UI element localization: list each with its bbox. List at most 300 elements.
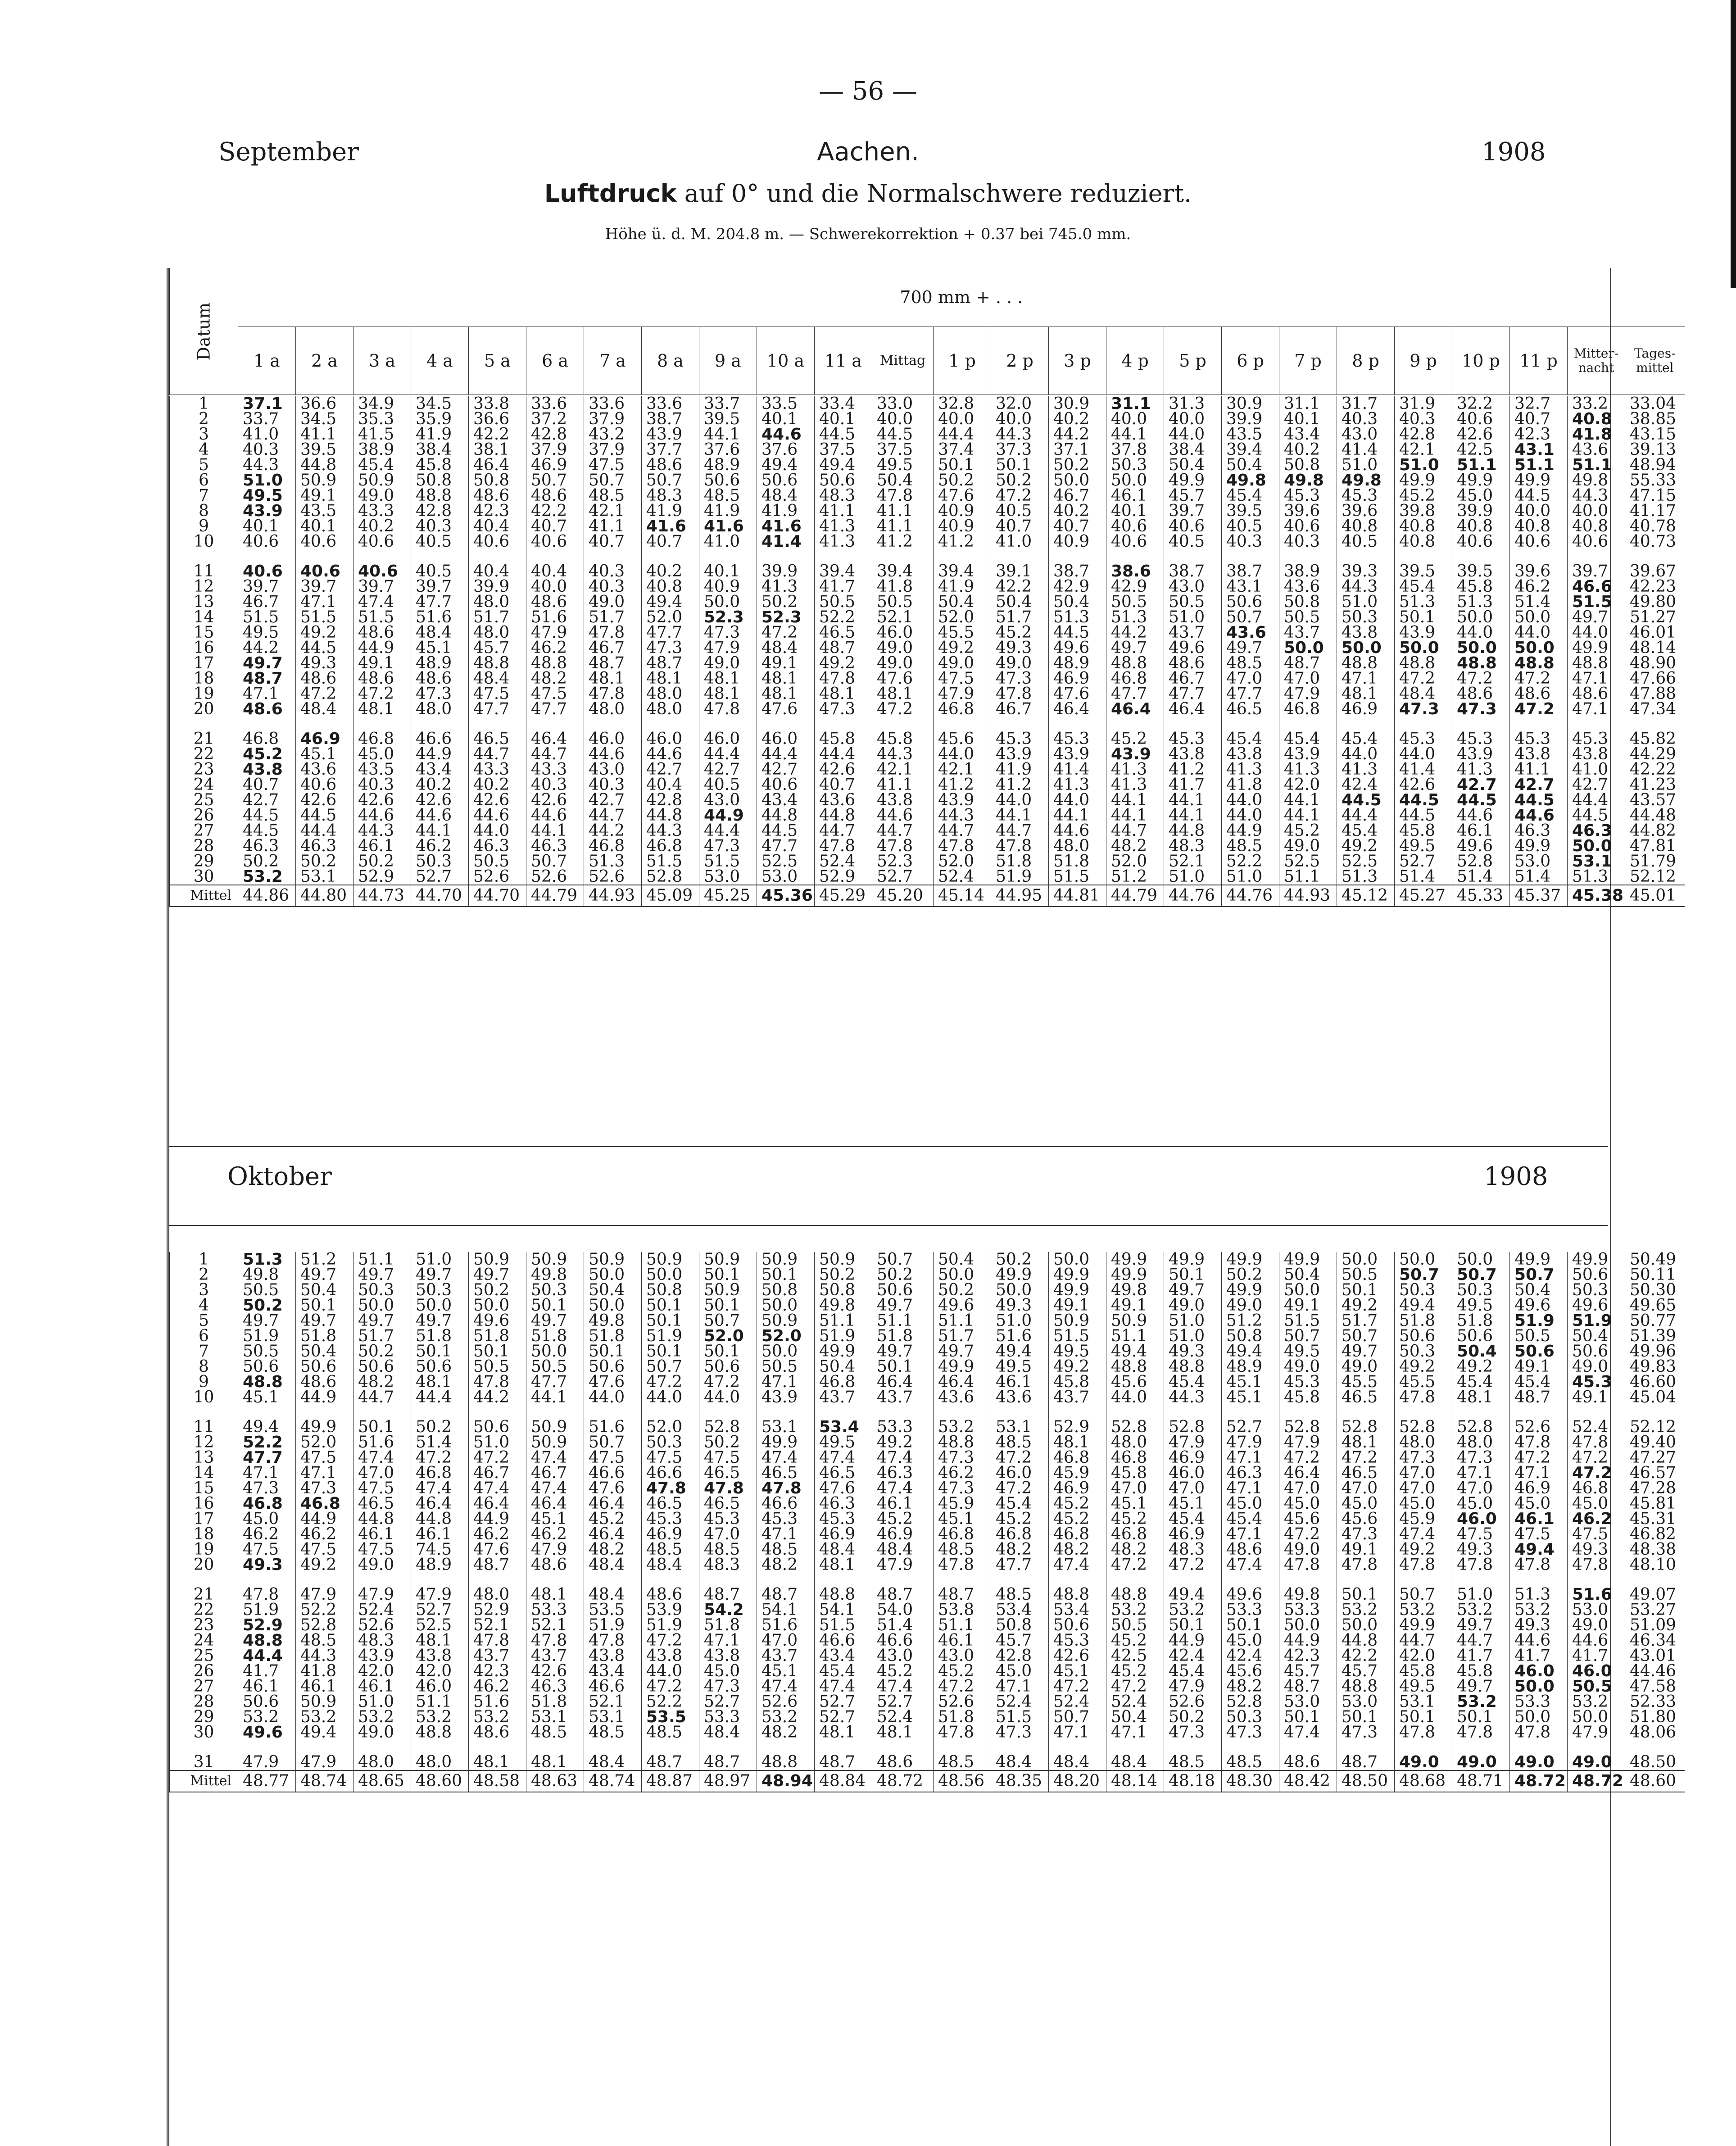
pressure-cell: 43.9 (934, 793, 991, 808)
pressure-cell: 46.4 (1279, 1465, 1337, 1481)
pressure-cell: 47.2 (1164, 1557, 1222, 1573)
pressure-cell: 52.6 (584, 869, 642, 885)
pressure-cell: 41.8 (1222, 777, 1279, 793)
pressure-cell: 46.9 (1049, 671, 1106, 686)
pressure-cell: 44.70 (469, 885, 526, 907)
day-row (170, 549, 1685, 579)
pressure-cell: 45.09 (642, 885, 699, 907)
pressure-cell: 44.0 (584, 1390, 642, 1405)
pressure-cell: 48.1 (1337, 1435, 1395, 1450)
pressure-cell: 49.5 (1395, 1679, 1452, 1694)
pressure-cell: 45.37 (1510, 885, 1568, 907)
pressure-cell: 50.3 (1106, 458, 1164, 473)
pressure-cell: 44.8 (296, 458, 354, 473)
pressure-cell: 49.0 (991, 656, 1049, 671)
pressure-cell: 48.1 (815, 1557, 872, 1573)
pressure-cell: 42.4 (1337, 777, 1395, 793)
pressure-cell: 42.7 (642, 762, 699, 777)
pressure-cell: 38.7 (1049, 549, 1106, 579)
pressure-cell: 48.7 (238, 671, 296, 686)
pressure-cell: 47.0 (1279, 671, 1337, 686)
pressure-cell: 52.6 (354, 1618, 411, 1633)
hour-header: Mittag (872, 327, 934, 395)
pressure-cell: 49.2 (872, 1435, 934, 1450)
hour-header: 6 a (526, 327, 584, 395)
pressure-cell: 40.5 (411, 549, 469, 579)
pressure-cell: 46.8 (238, 717, 296, 747)
pressure-cell: 50.5 (1164, 594, 1222, 610)
pressure-cell: 48.1 (757, 686, 815, 702)
pressure-cell: 42.6 (296, 793, 354, 808)
title-rest: auf 0° und die Normalschwere reduziert. (684, 179, 1192, 208)
pressure-cell: 51.4 (1395, 869, 1452, 885)
pressure-cell: 50.4 (1279, 1267, 1337, 1283)
day-number: 1 (170, 1252, 238, 1267)
pressure-cell: 49.6 (1568, 1298, 1625, 1313)
pressure-cell: 45.2 (584, 1511, 642, 1527)
pressure-cell: 46.1 (354, 1527, 411, 1542)
day-row (170, 427, 1685, 442)
pressure-cell: 43.57 (1625, 793, 1685, 808)
pressure-cell: 50.6 (238, 1359, 296, 1375)
pressure-cell: 47.8 (1395, 1557, 1452, 1573)
pressure-cell: 53.2 (354, 1710, 411, 1725)
pressure-cell: 49.9 (991, 1267, 1049, 1283)
pressure-cell: 51.1 (934, 1313, 991, 1329)
pressure-cell: 47.7 (991, 1557, 1049, 1573)
pressure-cell: 53.0 (1279, 1694, 1337, 1710)
section-divider (169, 1146, 1608, 1147)
pressure-cell: 47.8 (1510, 1435, 1568, 1450)
pressure-cell: 52.9 (1049, 1405, 1106, 1435)
pressure-cell: 40.8 (1337, 519, 1395, 534)
pressure-cell: 48.68 (1395, 1770, 1452, 1792)
pressure-cell: 49.2 (1395, 1359, 1452, 1375)
pressure-cell: 47.8 (872, 839, 934, 854)
pressure-cell: 45.0 (1279, 1496, 1337, 1511)
pressure-cell: 50.5 (1510, 1329, 1568, 1344)
pressure-cell: 45.5 (934, 625, 991, 640)
pressure-cell: 47.66 (1625, 671, 1685, 686)
pressure-cell: 49.2 (296, 625, 354, 640)
pressure-cell: 43.6 (296, 762, 354, 777)
pressure-cell: 47.4 (354, 594, 411, 610)
pressure-cell: 45.0 (1222, 1633, 1279, 1648)
pressure-cell: 49.07 (1625, 1573, 1685, 1602)
pressure-cell: 47.9 (296, 1740, 354, 1770)
pressure-cell: 54.1 (815, 1602, 872, 1618)
pressure-cell: 50.4 (1568, 1329, 1625, 1344)
pressure-cell: 40.7 (526, 519, 584, 534)
pressure-cell: 49.9 (1049, 1283, 1106, 1298)
pressure-cell: 50.9 (526, 1405, 584, 1435)
pressure-cell: 50.0 (1049, 473, 1106, 488)
pressure-cell: 46.5 (354, 1496, 411, 1511)
pressure-cell: 50.6 (699, 1359, 757, 1375)
pressure-cell: 48.0 (1395, 1435, 1452, 1450)
pressure-cell: 45.0 (1395, 1496, 1452, 1511)
pressure-cell: 47.2 (642, 1375, 699, 1390)
pressure-cell: 40.1 (699, 549, 757, 579)
pressure-cell: 48.8 (1106, 656, 1164, 671)
pressure-cell: 51.8 (1452, 1313, 1510, 1329)
pressure-cell: 45.3 (1049, 717, 1106, 747)
day-number: 8 (170, 1359, 238, 1375)
pressure-cell: 37.1 (1049, 442, 1106, 458)
pressure-cell: 48.1 (699, 686, 757, 702)
pressure-cell: 48.8 (1395, 656, 1452, 671)
pressure-cell: 45.4 (1337, 823, 1395, 839)
pressure-cell: 50.4 (991, 594, 1049, 610)
pressure-cell: 44.8 (815, 808, 872, 823)
pressure-cell: 48.7 (934, 1573, 991, 1602)
pressure-cell: 47.2 (1049, 1679, 1106, 1694)
pressure-cell: 39.5 (296, 442, 354, 458)
pressure-cell: 47.9 (699, 640, 757, 656)
pressure-cell: 46.5 (1337, 1465, 1395, 1481)
pressure-cell: 33.5 (757, 396, 815, 412)
pressure-cell: 52.8 (699, 1405, 757, 1435)
pressure-cell: 33.7 (699, 396, 757, 412)
pressure-cell: 39.9 (1222, 412, 1279, 427)
pressure-cell: 47.5 (642, 1450, 699, 1465)
pressure-cell: 44.4 (699, 747, 757, 762)
pressure-cell: 43.4 (757, 793, 815, 808)
pressure-cell: 49.3 (1510, 1618, 1568, 1633)
pressure-cell: 48.8 (1106, 1359, 1164, 1375)
pressure-cell: 48.0 (584, 702, 642, 717)
pressure-cell: 45.4 (1164, 1511, 1222, 1527)
pressure-cell: 49.2 (1337, 839, 1395, 854)
pressure-cell: 45.7 (1337, 1664, 1395, 1679)
pressure-cell: 51.8 (526, 1329, 584, 1344)
pressure-cell: 37.7 (642, 442, 699, 458)
pressure-cell: 45.4 (991, 1496, 1049, 1511)
pressure-cell: 47.3 (1452, 702, 1510, 717)
pressure-cell: 44.9 (1164, 1633, 1222, 1648)
day-number: 18 (170, 671, 238, 686)
pressure-cell: 49.0 (1452, 1740, 1510, 1770)
pressure-cell: 31.3 (1164, 396, 1222, 412)
pressure-cell: 40.9 (934, 504, 991, 519)
pressure-cell: 47.2 (1568, 1450, 1625, 1465)
pressure-cell: 44.1 (526, 823, 584, 839)
pressure-cell: 48.35 (991, 1770, 1049, 1792)
pressure-cell: 49.0 (872, 640, 934, 656)
pressure-cell: 47.1 (238, 686, 296, 702)
pressure-cell: 46.0 (584, 717, 642, 747)
pressure-cell: 50.1 (469, 1344, 526, 1359)
pressure-cell: 50.7 (1510, 1267, 1568, 1283)
pressure-cell: 47.7 (526, 702, 584, 717)
pressure-cell: 37.2 (526, 412, 584, 427)
pressure-cell: 50.5 (469, 1359, 526, 1375)
pressure-cell: 46.82 (1625, 1527, 1685, 1542)
pressure-cell: 49.5 (238, 488, 296, 504)
pressure-cell: 48.4 (584, 1573, 642, 1602)
pressure-cell: 42.8 (991, 1648, 1049, 1664)
pressure-cell: 47.81 (1625, 839, 1685, 854)
pressure-cell: 48.2 (757, 1725, 815, 1740)
pressure-cell: 48.8 (815, 1573, 872, 1602)
pressure-cell: 44.82 (1625, 823, 1685, 839)
pressure-cell: 46.8 (296, 1496, 354, 1511)
pressure-cell: 44.6 (584, 747, 642, 762)
pressure-cell: 47.58 (1625, 1679, 1685, 1694)
day-number: 9 (170, 1375, 238, 1390)
pressure-cell: 50.5 (872, 594, 934, 610)
pressure-cell: 50.9 (526, 1435, 584, 1450)
pressure-cell: 48.4 (584, 1557, 642, 1573)
pressure-cell: 38.7 (1164, 549, 1222, 579)
pressure-cell: 51.1 (872, 1313, 934, 1329)
day-row (170, 1710, 1685, 1725)
pressure-cell: 45.6 (1279, 1511, 1337, 1527)
pressure-cell: 42.23 (1625, 579, 1685, 594)
pressure-cell: 39.7 (411, 579, 469, 594)
pressure-cell: 48.14 (1106, 1770, 1164, 1792)
pressure-cell: 35.3 (354, 412, 411, 427)
day-number: 2 (170, 1267, 238, 1283)
pressure-cell: 31.1 (1279, 396, 1337, 412)
pressure-cell: 42.8 (1395, 427, 1452, 442)
pressure-cell: 44.6 (1452, 808, 1510, 823)
pressure-cell: 49.8 (1279, 1573, 1337, 1602)
pressure-cell: 50.0 (934, 1267, 991, 1283)
pressure-cell: 41.9 (699, 504, 757, 519)
pressure-cell: 45.0 (1568, 1496, 1625, 1511)
pressure-cell: 50.6 (1222, 594, 1279, 610)
pressure-cell: 40.6 (354, 534, 411, 549)
pressure-cell: 46.6 (872, 1633, 934, 1648)
pressure-cell: 52.4 (1106, 1694, 1164, 1710)
pressure-cell: 47.1 (1568, 671, 1625, 686)
pressure-cell: 40.6 (1452, 534, 1510, 549)
pressure-cell: 50.3 (1337, 610, 1395, 625)
day-row (170, 1344, 1685, 1359)
pressure-cell: 51.3 (1395, 594, 1452, 610)
pressure-cell: 42.9 (1049, 579, 1106, 594)
day-number: 25 (170, 1648, 238, 1664)
pressure-cell: 51.5 (238, 610, 296, 625)
pressure-cell: 47.0 (1279, 1481, 1337, 1496)
pressure-cell: 39.6 (1337, 504, 1395, 519)
pressure-cell: 33.0 (872, 396, 934, 412)
pressure-cell: 52.3 (757, 610, 815, 625)
pressure-cell: 47.4 (815, 1679, 872, 1694)
day-row (170, 1725, 1685, 1740)
pressure-cell: 46.1 (296, 1679, 354, 1694)
pressure-cell: 48.0 (354, 1740, 411, 1770)
pressure-cell: 51.3 (1510, 1573, 1568, 1602)
pressure-cell: 44.1 (1279, 808, 1337, 823)
pressure-cell: 37.9 (526, 442, 584, 458)
pressure-cell: 50.7 (1452, 1267, 1510, 1283)
pressure-cell: 47.2 (934, 1679, 991, 1694)
pressure-cell: 42.6 (815, 762, 872, 777)
pressure-cell: 45.2 (1106, 1511, 1164, 1527)
pressure-cell: 41.3 (1222, 762, 1279, 777)
pressure-cell: 45.2 (934, 1664, 991, 1679)
day-number: 17 (170, 1511, 238, 1527)
pressure-cell: 47.8 (1452, 1725, 1510, 1740)
pressure-cell: 45.1 (526, 1511, 584, 1527)
pressure-cell: 53.2 (1452, 1602, 1510, 1618)
day-number: 14 (170, 1465, 238, 1481)
pressure-cell: 46.3 (815, 1496, 872, 1511)
pressure-cell: 40.8 (1395, 534, 1452, 549)
pressure-cell: 47.5 (1568, 1527, 1625, 1542)
pressure-cell: 41.1 (815, 504, 872, 519)
pressure-cell: 47.8 (815, 839, 872, 854)
pressure-cell: 52.1 (469, 1618, 526, 1633)
day-number: 12 (170, 1435, 238, 1450)
pressure-cell: 44.0 (1452, 625, 1510, 640)
pressure-cell: 53.2 (296, 1710, 354, 1725)
pressure-cell: 47.2 (296, 686, 354, 702)
pressure-cell: 47.8 (699, 702, 757, 717)
pressure-cell: 40.3 (1279, 534, 1337, 549)
pressure-cell: 45.2 (1049, 1496, 1106, 1511)
pressure-cell: 50.1 (296, 1298, 354, 1313)
pressure-cell: 55.33 (1625, 473, 1685, 488)
pressure-cell: 45.3 (1279, 1375, 1337, 1390)
pressure-cell: 46.6 (757, 1496, 815, 1511)
pressure-cell: 49.1 (1337, 1542, 1395, 1557)
pressure-cell: 48.63 (526, 1770, 584, 1792)
pressure-cell: 45.8 (1395, 1664, 1452, 1679)
pressure-cell: 43.9 (991, 747, 1049, 762)
pressure-cell: 50.9 (584, 1252, 642, 1267)
pressure-cell: 47.4 (526, 1481, 584, 1496)
day-number: 12 (170, 579, 238, 594)
pressure-cell: 50.2 (411, 1405, 469, 1435)
pressure-cell: 45.1 (411, 640, 469, 656)
pressure-cell: 49.2 (815, 656, 872, 671)
pressure-cell: 45.2 (872, 1664, 934, 1679)
pressure-cell: 39.4 (1222, 442, 1279, 458)
pressure-cell: 47.4 (1222, 1557, 1279, 1573)
pressure-cell: 45.12 (1337, 885, 1395, 907)
pressure-cell: 40.6 (1106, 519, 1164, 534)
pressure-cell: 51.7 (354, 1329, 411, 1344)
pressure-cell: 39.9 (469, 579, 526, 594)
pressure-cell: 47.4 (872, 1679, 934, 1694)
pressure-cell: 31.1 (1106, 396, 1164, 412)
day-row (170, 1573, 1685, 1602)
pressure-cell: 45.2 (991, 625, 1049, 640)
pressure-cell: 46.3 (469, 839, 526, 854)
pressure-cell: 47.2 (1568, 1465, 1625, 1481)
day-number: 22 (170, 747, 238, 762)
pressure-cell: 47.0 (1106, 1481, 1164, 1496)
pressure-cell: 50.6 (1568, 1267, 1625, 1283)
pressure-cell: 47.6 (469, 1542, 526, 1557)
pressure-cell: 48.7 (642, 1740, 699, 1770)
pressure-cell: 45.14 (934, 885, 991, 907)
pressure-cell: 51.6 (354, 1435, 411, 1450)
pressure-cell: 47.8 (872, 488, 934, 504)
pressure-cell: 40.6 (469, 534, 526, 549)
pressure-cell: 31.7 (1337, 396, 1395, 412)
pressure-cell: 44.4 (296, 823, 354, 839)
pressure-cell: 43.7 (872, 1390, 934, 1405)
day-row (170, 1618, 1685, 1633)
pressure-cell: 52.9 (354, 869, 411, 885)
pressure-cell: 33.04 (1625, 396, 1685, 412)
pressure-cell: 52.7 (699, 1694, 757, 1710)
pressure-cell: 40.3 (1395, 412, 1452, 427)
pressure-cell: 48.56 (934, 1770, 991, 1792)
pressure-cell: 74.5 (411, 1542, 469, 1557)
pressure-cell: 49.7 (354, 1267, 411, 1283)
pressure-cell: 50.9 (296, 473, 354, 488)
pressure-cell: 44.6 (354, 808, 411, 823)
pressure-cell: 46.8 (584, 839, 642, 854)
pressure-cell: 40.8 (1510, 519, 1568, 534)
pressure-cell: 48.3 (815, 488, 872, 504)
pressure-cell: 42.3 (469, 1664, 526, 1679)
day-number: 24 (170, 777, 238, 793)
pressure-cell: 52.8 (1452, 854, 1510, 869)
pressure-cell: 48.72 (1510, 1770, 1568, 1792)
pressure-cell: 41.7 (1452, 1648, 1510, 1664)
pressure-cell: 51.6 (1568, 1573, 1625, 1602)
pressure-cell: 52.1 (526, 1618, 584, 1633)
pressure-cell: 38.4 (411, 442, 469, 458)
pressure-cell: 40.3 (584, 579, 642, 594)
pressure-cell: 47.1 (296, 1465, 354, 1481)
pressure-cell: 48.1 (1337, 686, 1395, 702)
pressure-cell: 47.0 (1337, 1481, 1395, 1496)
pressure-cell: 44.6 (1510, 808, 1568, 823)
pressure-cell: 37.9 (584, 412, 642, 427)
pressure-cell: 49.8 (1106, 1283, 1164, 1298)
pressure-cell: 47.9 (526, 625, 584, 640)
month-label-september: September (218, 137, 359, 167)
day-number: 4 (170, 442, 238, 458)
pressure-cell: 47.7 (642, 625, 699, 640)
pressure-cell: 45.6 (1337, 1511, 1395, 1527)
day-row (170, 1633, 1685, 1648)
pressure-cell: 44.9 (411, 747, 469, 762)
pressure-cell: 43.6 (1279, 579, 1337, 594)
pressure-cell: 54.2 (699, 1602, 757, 1618)
pressure-cell: 44.4 (757, 747, 815, 762)
pressure-cell: 45.3 (815, 1511, 872, 1527)
pressure-cell: 44.86 (238, 885, 296, 907)
pressure-cell: 50.4 (1452, 1344, 1510, 1359)
pressure-cell: 52.7 (872, 869, 934, 885)
pressure-cell: 44.5 (1568, 808, 1625, 823)
pressure-cell: 49.9 (296, 1405, 354, 1435)
pressure-cell: 41.3 (1452, 762, 1510, 777)
pressure-cell: 37.5 (872, 442, 934, 458)
pressure-cell: 47.8 (584, 625, 642, 640)
pressure-cell: 45.4 (1452, 1375, 1510, 1390)
pressure-cell: 51.5 (354, 610, 411, 625)
pressure-cell: 45.3 (1337, 488, 1395, 504)
pressure-cell: 45.0 (699, 1664, 757, 1679)
pressure-cell: 48.6 (238, 702, 296, 717)
pressure-cell: 44.5 (1395, 808, 1452, 823)
pressure-cell: 42.0 (1279, 777, 1337, 793)
pressure-cell: 46.9 (296, 717, 354, 747)
pressure-cell: 43.9 (757, 1390, 815, 1405)
pressure-cell: 48.7 (1279, 656, 1337, 671)
oktober-table (169, 1252, 1685, 1792)
pressure-cell: 40.7 (815, 777, 872, 793)
